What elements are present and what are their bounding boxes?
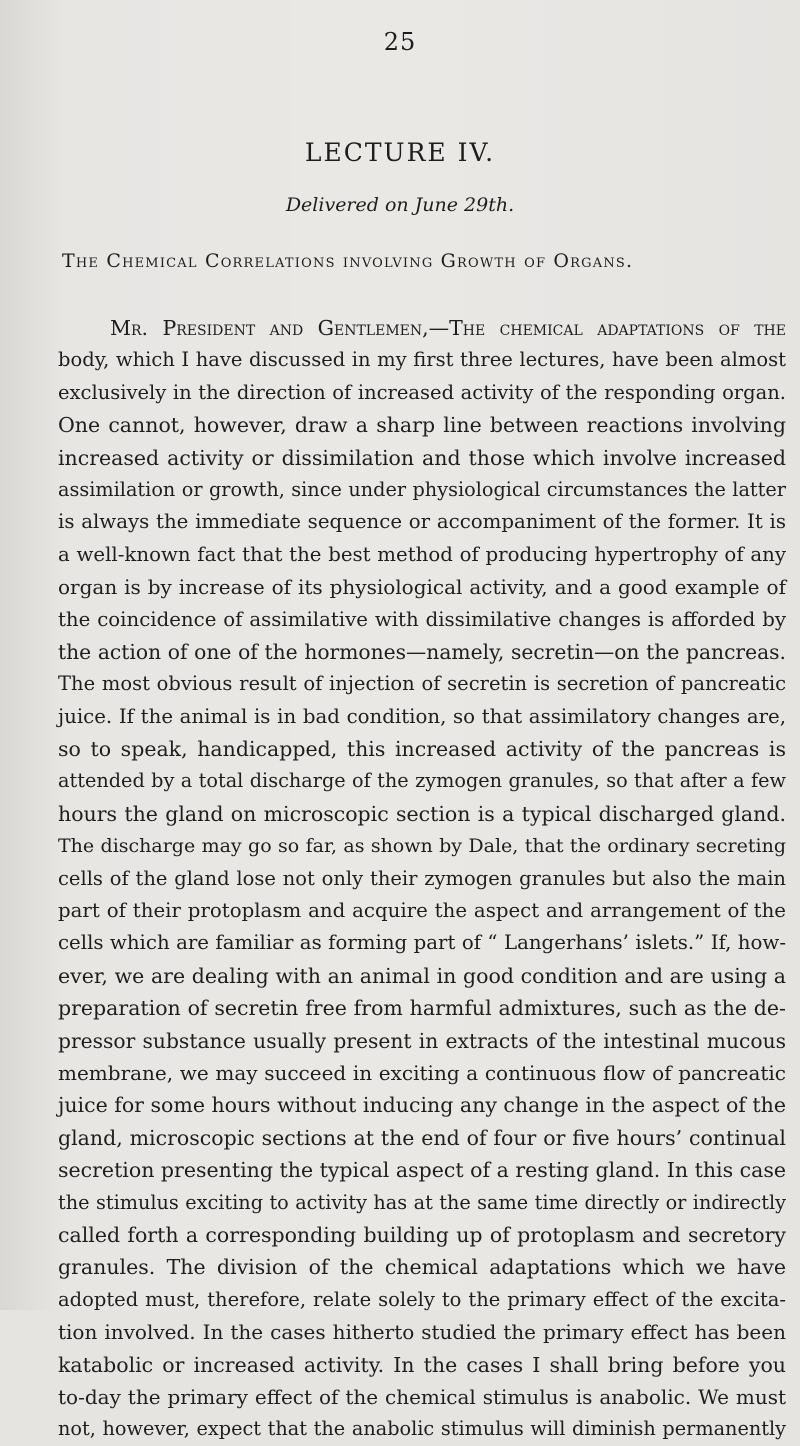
text-line: juice. If the animal is in bad condition, so that assimilatory changes are, — [58, 704, 786, 728]
text-line: not, however, expect that the anabolic stimulus will diminish permanently — [58, 1417, 786, 1441]
text-line: hours the gland on microscopic section is a typical discharged gland. — [58, 801, 786, 826]
text-line: the coincidence of assimilative with dissimilative changes is afforded by — [58, 607, 786, 631]
text-line: preparation of secretin free from harmful admixtures, such as the de- — [58, 996, 786, 1021]
text-line: secretion presenting the typical aspect of a resting gland. In this case — [58, 1158, 786, 1183]
text-line: gland, microscopic sections at the end of four or five hours’ continual — [58, 1125, 786, 1150]
section-title: The Chemical Correlations involving Growth of Organs. — [62, 250, 634, 272]
text-line: attended by a total discharge of the zymogen granules, so that after a few — [58, 769, 786, 793]
text-line: the action of one of the hormones—namely, secretin—on the pancreas. — [58, 639, 786, 664]
text-line: The discharge may go so far, as shown by Dale, that the ordinary secreting — [58, 835, 786, 858]
text-line: membrane, we may succeed in exciting a continuous flow of pancreatic — [58, 1060, 786, 1085]
text-line: part of their protoplasm and acquire the aspect and arrangement of the — [58, 899, 786, 923]
text-line: cells of the gland lose not only their zymogen granules but also the main — [58, 866, 786, 890]
text-line: is always the immediate sequence or accompaniment of the former. It is — [58, 510, 786, 534]
text-line: tion involved. In the cases hitherto studied the primary effect has been — [58, 1320, 786, 1345]
text-line: the stimulus exciting to activity has at the same time directly or indirectly — [58, 1190, 786, 1214]
body-paragraph — [58, 312, 786, 1446]
text-line: assimilation or growth, since under physiological circumstances the latter — [58, 477, 786, 501]
text-line: pressor substance usually present in extracts of the intestinal mucous — [58, 1028, 786, 1053]
delivery-note: Delivered on June 29th. — [285, 194, 515, 216]
text-line: adopted must, therefore, relate solely to the primary effect of the excita- — [58, 1287, 786, 1311]
text-line: cells which are familiar as forming part of “ Langerhans’ islets.” If, how- — [58, 931, 786, 955]
text-line: so to speak, handicapped, this increased activity of the pancreas is — [58, 737, 786, 762]
text-line: body, which I have discussed in my first three lectures, have been almost — [58, 348, 786, 372]
text-line: to-day the primary effect of the chemical stimulus is anabolic. We must — [58, 1384, 786, 1409]
text-line: juice for some hours without inducing any change in the aspect of the — [58, 1093, 786, 1118]
page-number: 25 — [383, 28, 417, 56]
text-line: katabolic or increased activity. In the cases I shall bring before you — [58, 1352, 786, 1377]
text-line: Mr. President and Gentlemen,—The chemical adaptations of the — [110, 316, 786, 340]
text-line: The most obvious result of injection of secretin is secretion of pancreatic — [58, 672, 786, 696]
text-line: a well-known fact that the best method of producing hypertrophy of any — [58, 542, 786, 566]
text-line: organ is by increase of its physiological activity, and a good example of — [58, 575, 786, 600]
text-line: ever, we are dealing with an animal in good condition and are using a — [58, 963, 786, 988]
text-line: One cannot, however, draw a sharp line between reactions involving — [58, 413, 786, 438]
text-line: increased activity or dissimilation and those which involve increased — [58, 445, 786, 470]
lecture-heading: LECTURE IV. — [304, 138, 496, 167]
text-line: granules. The division of the chemical adaptations which we have — [58, 1255, 786, 1280]
text-line: called forth a corresponding building up of protoplasm and secretory — [58, 1222, 786, 1247]
text-line: exclusively in the direction of increased activity of the responding organ. — [58, 380, 786, 404]
